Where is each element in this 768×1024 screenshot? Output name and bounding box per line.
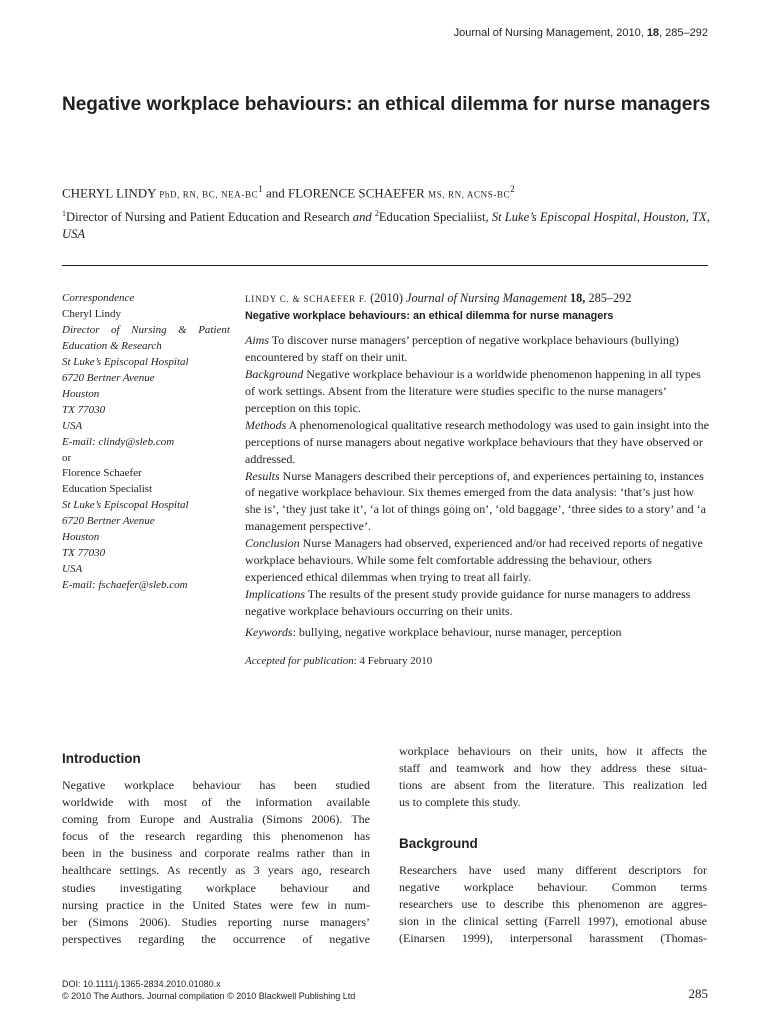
author-and: and [265,185,285,201]
background-text: Negative workplace behaviour is a worldwide phenomenon happening in all types of work settings. Absent from the literature were studies specific to the nurse managers’ perception on this topic. [245,366,701,415]
citation-title: Negative workplace behaviours: an ethical dilemma for nurse managers [245,309,614,322]
affil1-mark: 1 [62,209,66,218]
role1-word: & [178,323,187,336]
abstract-block [245,290,710,670]
correspondent2-name: Florence Schaefer [62,467,142,480]
conclusion-text: Nurse Managers had observed, experienced and/or had received reports of negative workplace behaviours. While some felt comfortable addressing the behaviour, others experienced ethical dilemmas when trying to treat all fairly. [245,536,703,585]
journal-pages: , 285–292 [659,27,708,39]
background-text [399,862,707,947]
text-line: worldwide with most of the information available [62,795,370,810]
correspondent2-email[interactable]: E-mail: fschaefer@sleb.com [62,579,188,592]
citation-year: (2010) [370,291,403,305]
citation-pages: 285–292 [588,291,632,305]
conclusion-label: Conclusion [245,536,300,551]
text-line: tions are absent from the literature. This realization led [399,778,707,793]
correspondent1-zip: TX 77030 [62,403,106,416]
correspondent2-country: USA [62,563,83,576]
keywords-label: Keywords [245,625,293,640]
journal-reference [454,27,708,39]
correspondent1-country: USA [62,419,83,432]
citation-authors: LINDY C. & SCHAEFER F. [245,294,368,304]
text-line: researchers use to describe this phenomenon are aggres- [399,897,707,912]
correspondent2-zip: TX 77030 [62,547,106,560]
results-label: Results [245,468,280,483]
author1-name: CHERYL LINDY [62,185,157,201]
correspondent1-email[interactable]: E-mail: clindy@sleb.com [62,435,175,448]
role1-word: of [111,323,120,336]
abstract-conclusion [245,535,710,586]
text-line: sion in the clinical setting (Farrell 1997), emotional abuse [399,914,707,929]
text-line: healthcare settings. As recently as 3 years ago, research [62,863,370,878]
section-heading-introduction: Introduction [62,751,141,766]
doi[interactable]: DOI: 10.1111/j.1365-2834.2010.01080.x [62,979,221,989]
affil-and: and [352,210,372,225]
abstract-aims [245,332,710,366]
journal-name-year: Journal of Nursing Management, 2010, [453,27,647,39]
text-line: nursing practice in the United States were few in num- [62,897,370,912]
implications-label: Implications [245,587,305,602]
author2-name: FLORENCE SCHAEFER [287,185,425,201]
header-divider [62,265,708,266]
correspondence-block [62,291,230,594]
correspondent2-role: Education Specialist [62,483,153,496]
abstract-results [245,468,710,536]
methods-label: Methods [245,417,287,432]
page-footer [62,978,355,1002]
text-line: Researchers have used many different descriptors for [399,863,707,877]
text-line: perspectives regarding the occurrence of negative [62,931,370,946]
abstract-implications [245,586,710,620]
author2-mark: 2 [510,184,515,194]
page-number: 285 [688,986,708,1001]
correspondent1-city: Houston [62,387,100,400]
affil1: Director of Nursing and Patient Education and Research [66,210,350,225]
methods-text: A phenomenological qualitative research methodology was used to gain insight into the perceptions of nurse managers about negative workplace behaviours that they have observed or addressed. [245,417,709,466]
correspondence-label: Correspondence [62,292,135,304]
introduction-text [62,777,370,948]
right-column-text [399,743,707,811]
abstract-methods [245,417,710,468]
text-line: workplace behaviours on their units, how it affects the [399,744,707,758]
author2-credentials: MS, RN, ACNS-BC [428,189,511,200]
text-line: studies investigating workplace behaviour and [62,880,370,895]
text-line: Negative workplace behaviour has been studied [62,778,370,792]
author1-mark: 1 [258,184,263,194]
aims-text: To discover nurse managers’ perception of negative workplace behaviours (bullying) encountered by staff on their unit. [245,332,679,364]
text-line: negative workplace behaviour. Common terms [399,880,707,895]
correspondent2-hospital: St Luke’s Episcopal Hospital [62,499,189,512]
affil2: Education Specialiist, [378,210,489,225]
text-line: coming from Europe and Australia (Simons 2006). The [62,812,370,827]
aims-label: Aims [245,332,269,347]
correspondent1-role [62,323,230,339]
correspondent1-role-cont: Education & Research [62,339,162,352]
author-line [62,184,515,201]
text-line: focus of the research regarding this phenomenon has [62,829,370,844]
text-line: ber (Simons 2006). Studies reporting nurse managers’ [62,914,370,929]
text-line: us to complete this study. [399,795,521,810]
role1-word: Director [62,323,100,336]
correspondent1-hospital: St Luke’s Episcopal Hospital [62,355,189,368]
correspondent1-street: 6720 Bertner Avenue [62,371,155,384]
citation-journal: Journal of Nursing Management [406,291,567,305]
correspondent2-city: Houston [62,531,100,544]
copyright: © 2010 The Authors. Journal compilation © 2010 Blackwell Publishing Ltd [62,991,356,1001]
text-line: (Einarsen 1999), interpersonal harassment (Thomas- [399,931,707,946]
accepted-date: : 4 February 2010 [353,655,433,668]
citation-line [245,290,710,308]
keywords [245,624,710,641]
affiliations [62,205,712,243]
accepted-line [245,653,710,670]
correspondent2-street: 6720 Bertner Avenue [62,515,155,528]
abstract-background [245,366,710,417]
citation-volume: 18, [569,291,586,305]
role1-word: Patient [198,323,230,336]
accepted-label: Accepted for publication [245,655,354,668]
affil2-mark: 2 [374,209,379,218]
background-label: Background [245,366,304,381]
keywords-text: : bullying, negative workplace behaviour, nurse manager, perception [292,625,622,640]
correspondent1-name: Cheryl Lindy [62,307,121,320]
article-title: Negative workplace behaviours: an ethical dilemma for nurse managers [62,94,711,115]
text-line: been in the business and corporate realms rather than in [62,846,370,861]
section-heading-background: Background [399,836,478,851]
affil-place: St Luke’s Episcopal Hospital, Houston, TX, USA [62,210,710,242]
journal-volume: 18 [646,27,660,39]
text-line: staff and teamwork and how they address these situa- [399,761,707,776]
role1-word: Nursing [131,323,167,336]
author1-credentials: PhD, RN, BC, NEA-BC [159,189,259,200]
implications-text: The results of the present study provide guidance for nurse managers to address negative workplace behaviours occurring on their units. [245,587,691,619]
correspondence-or: or [62,451,72,464]
results-text: Nurse Managers described their perceptions of, and experiences pertaining to, instances of negative workplace behaviour. Six themes emerged from the data analysis: ‘that’s just how she is’, ‘they just take it’, ‘a lot of things going on’, ‘old baggage’, ‘three sides to a story’ and ‘a management perspective’. [245,468,706,534]
